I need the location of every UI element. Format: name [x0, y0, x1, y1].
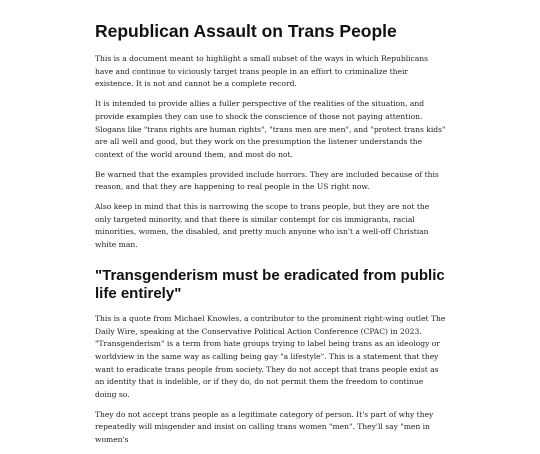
section-heading: "Transgenderism must be eradicated from public life entirely": [95, 266, 445, 302]
section-paragraph: They do not accept trans people as a legitimate category of person. It's part of why they repeatedly will misgender and insist on calling trans women "men". They'll say "men in women's: [95, 409, 434, 445]
intro-paragraph: It is intended to provide allies a fuller perspective of the realities of the situation, and provide examples they can use to shock the conscience of those not paying attention. Slogans like "trans rights are human rights", "trans men are men", and "protect trans kids" are all well and good, but they work on the presumption the listener understands the context of the world around them, and most do not.: [95, 99, 446, 159]
intro-paragraph: Be warned that the examples provided include horrors. They are included because of this reason, and that they are happening to real people in the US right now.: [95, 169, 439, 192]
intro-paragraph: This is a document meant to highlight a small subset of the ways in which Republicans have and continue to viciously target trans people in an effort to criminalize their existence. It is not and cannot be a complete record.: [95, 54, 429, 89]
document-title: Republican Assault on Trans People: [95, 21, 397, 41]
section-paragraph: This is a quote from Michael Knowles, a contributor to the prominent right-wing outlet The Daily Wire, speaking at the Conservative Political Action Conference (CPAC) in 2023. "Transgenderism" is a term from hate groups trying to label being trans as an ideology or worldview in the same way as calling being gay "a lifestyle". This is a statement that they want to eradicate trans people from society. They do not accept that trans people exist as an identity that is indelible, or if they do, do not permit them the freedom to continue doing so.: [95, 313, 446, 400]
intro-paragraph: Also keep in mind that this is narrowing the scope to trans people, but they are not the only targeted minority, and that there is similar contempt for cis immigrants, racial minorities, women, the disabled, and pretty much anyone who isn't a well-off Christian white man.: [95, 202, 430, 250]
document-page: [95, 14, 447, 454]
